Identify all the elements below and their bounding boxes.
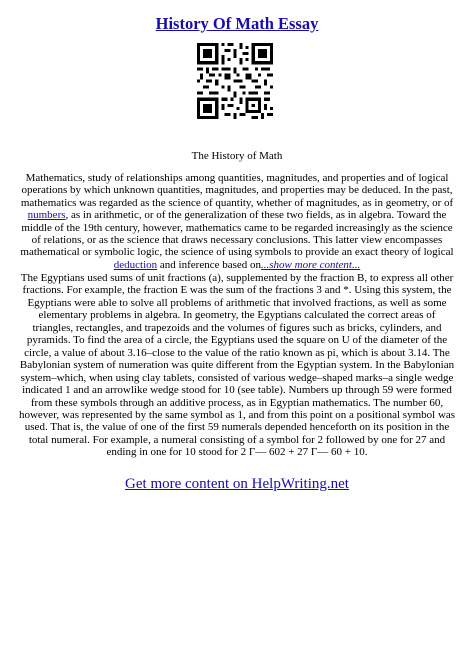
intro-text-3: and inference based on <box>157 258 262 271</box>
essay-subtitle: The History of Math <box>191 150 283 162</box>
intro-text-1: Mathematics, study of relationships among quantities, magnitudes, and properties and of logical operations by which unknown quantities, magnitudes, and properties may be deduced. In the past, mathematics was regarded as the science of quantity, whether of magnitudes, as in geometry, or of <box>20 172 454 209</box>
qr-code-icon <box>197 43 273 119</box>
intro-text-2: , as in arithmetic, or of the generalization of these two fields, as in algebra. Toward the middle of the 19th century, however, mathematics came to be regarded increasingly as the science of relations, or as the science that draws necessary conclusions. This latter view encompasses mathematical or symbolic logic, the science of using symbols to provide an exact theory of logical <box>20 209 454 259</box>
intro-paragraph <box>18 172 456 271</box>
document-title-link[interactable]: History Of Math Essay <box>155 14 319 33</box>
body-paragraph: The Egyptians used sums of unit fractions (a), supplemented by the fraction B, to express all other fractions. For example, the fraction E was the sum of the fractions 3 and *. Using this system, the Egyptians were able to solve all problems of arithmetic that involved fractions, as well as some elementary problems in algebra. In geometry, the Egyptians calculated the correct areas of triangles, rectangles, and trapezoids and the volumes of figures such as bricks, cylinders, and pyramids. To find the area of a circle, the Egyptians used the square on U of the diameter of the circle, a value of about 3.16–close to the value of the ratio known as pi, which is about 3.14. The Babylonian system of numeration was quite different from the Egyptian system. In the Babylonian system–which, when using clay tablets, consisted of various wedge–shaped marks–a single wedge indicated 1 and an arrowlike wedge stood for 10 (see table). Numbers up through 59 were formed from these symbols through an additive process, as in Egyptian mathematics. The number 60, however, was represented by the same symbol as 1, and from this point on a positional symbol was used. That is, the value of one of the first 59 numerals depended henceforth on its position in the total numeral. For example, a numeral consisting of a symbol for 2 followed by one for 27 and ending in one for 10 stood for 2 Γ— 602 + 27 Γ— 60 + 10. <box>18 272 456 459</box>
deduction-link[interactable]: deduction <box>113 258 158 271</box>
helpwriting-link[interactable]: Get more content on HelpWriting.net <box>125 476 349 492</box>
show-more-link[interactable]: ...show more content... <box>261 258 361 271</box>
numbers-link[interactable]: numbers <box>27 209 66 222</box>
